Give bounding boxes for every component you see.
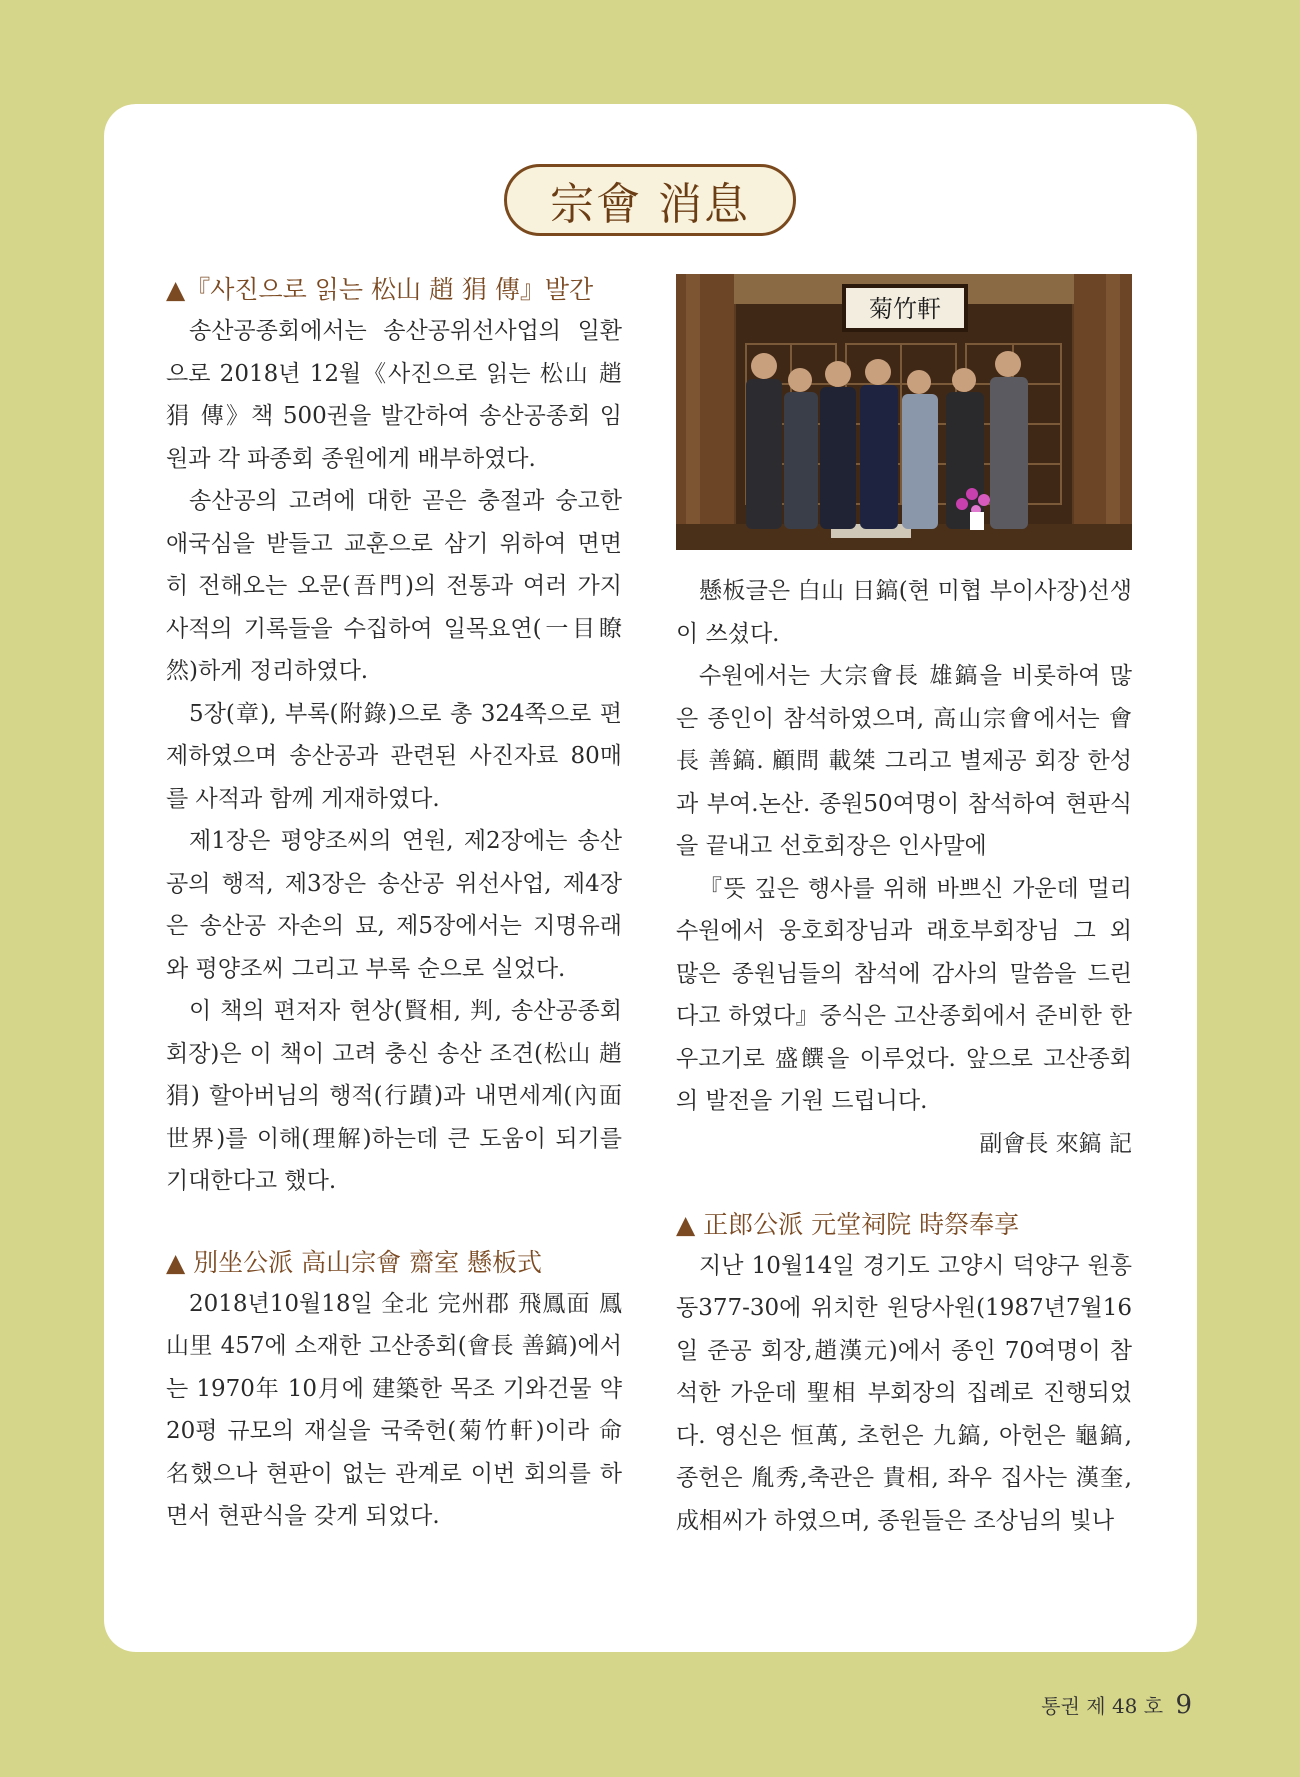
- paragraph: 5장(章), 부록(附錄)으로 총 324쪽으로 편제하였으며 송산공과 관련된 사진자료 80매를 사적과 함께 게재하였다.: [166, 700, 622, 812]
- paragraph: 2018년10월18일 全北 完州郡 飛鳳面 鳳山里 457에 소재한 고산종회(會長 善鎬)에서는 1970年 10月에 建築한 목조 기와건물 약 20평 규모의 재실을 국죽헌(菊竹軒)이라 命名했으나 현판이 없는 관계로 이번 회의를 하면서 현판식을 갖게 되었다.: [166, 1290, 622, 1529]
- author-signature: 副會長 來鎬 記: [979, 1130, 1132, 1157]
- section-banner: [504, 164, 796, 236]
- article-body-continued: [676, 570, 1132, 1165]
- paragraph: 송산공의 고려에 대한 곧은 충절과 숭고한 애국심을 받들고 교훈으로 삼기 위하여 면면히 전해오는 오문(吾門)의 전통과 여러 가지 사적의 기록들을 수집하여 일목요연(一目瞭然)하게 정리하였다.: [166, 488, 622, 684]
- paragraph: 『뜻 깊은 행사를 위해 바쁘신 가운데 멀리 수원에서 웅호회장님과 래호부회장님 그 외 많은 종원님들의 참석에 감사의 말씀을 드린다고 하였다』중식은 고산종회에서 준비한 한우고기로 盛饌을 이루었다. 앞으로 고산종회의 발전을 기원 드립니다.: [676, 875, 1132, 1114]
- left-column: [166, 270, 622, 1538]
- page-footer: [1041, 1690, 1192, 1720]
- article-body-hyeonpan: [166, 1283, 622, 1538]
- paragraph: 지난 10월14일 경기도 고양시 덕양구 원흥동377-30에 위치한 원당사원(1987년7월16일 준공 회장,趙漢元)에서 종인 70여명이 참석한 가운데 聖相 부회장의 집례로 진행되었다. 영신은 恒萬, 초헌은 九鎬, 아헌은 龜鎬, 종헌은 胤秀,축관은 貴相, 좌우 집사는 漢奎, 成相씨가 하였으며, 종원들은 조상님의 빛나: [676, 1252, 1132, 1534]
- paragraph: 이 책의 편저자 현상(賢相, 判, 송산공종회 회장)은 이 책이 고려 충신 송산 조견(松山 趙狷) 할아버님의 행적(行蹟)과 내면세계(內面世界)를 이해(理解)하는데 큰 도움이 되기를 기대한다고 했다.: [166, 998, 622, 1194]
- right-column: [676, 270, 1132, 1542]
- article-body-photo-book: [166, 310, 622, 1203]
- paragraph: 송산공종회에서는 송산공위선사업의 일환으로 2018년 12월《사진으로 읽는 松山 趙 狷 傳》책 500권을 발간하여 송산공종회 임원과 각 파종회 종원에게 배부하였다.: [166, 318, 622, 472]
- paragraph: 懸板글은 白山 日鎬(현 미협 부이사장)선생이 쓰셨다.: [676, 578, 1132, 647]
- group-photo: [676, 274, 1132, 550]
- article-heading-photo-book: ▲『사진으로 읽는 松山 趙 狷 傳』발간: [166, 275, 594, 304]
- paragraph: 제1장은 평양조씨의 연원, 제2장에는 송산공의 행적, 제3장은 송산공 위선사업, 제4장은 송산공 자손의 묘, 제5장에서는 지명유래와 평양조씨 그리고 부록 순으로 실었다.: [166, 828, 622, 982]
- banner-title: 宗會 消息: [550, 179, 750, 230]
- paragraph: 수원에서는 大宗會長 雄鎬을 비롯하여 많은 종인이 참석하였으며, 高山宗會에서는 會長 善鎬. 顧問 載桀 그리고 별제공 회장 한성과 부여.논산. 종원50여명이 참석하여 현판식을 끝내고 선호회장은 인사말에: [676, 663, 1132, 859]
- issue-label: 통권 제 48 호: [1041, 1694, 1164, 1718]
- article-body-sije: [676, 1245, 1132, 1543]
- page-number: 9: [1175, 1690, 1192, 1720]
- plaque-text: 菊竹軒: [869, 295, 941, 323]
- article-heading-sije: ▲ 正郎公派 元堂祠院 時祭奉享: [676, 1209, 1020, 1239]
- article-heading-hyeonpan: ▲ 別坐公派 高山宗會 齋室 懸板式: [166, 1247, 543, 1277]
